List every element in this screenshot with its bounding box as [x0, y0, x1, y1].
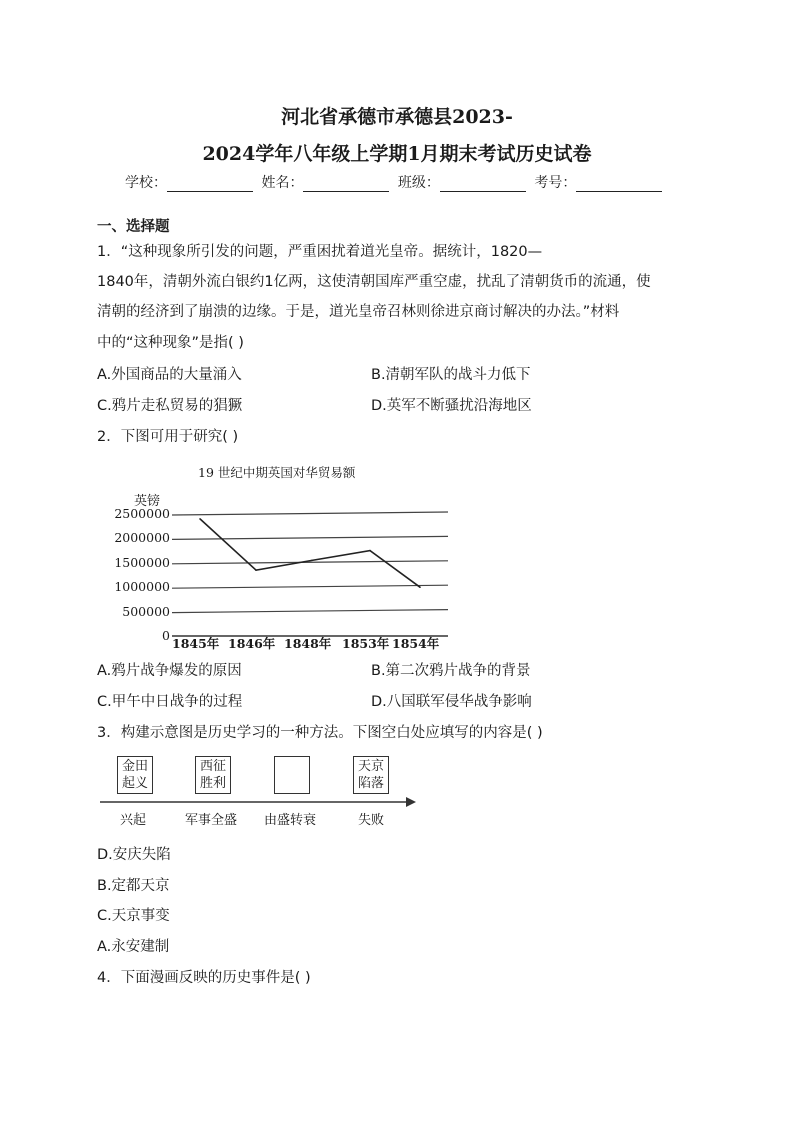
q1-option-a[interactable]: A.外国商品的大量涌入	[97, 367, 242, 383]
exam-number-blank[interactable]	[576, 177, 662, 192]
chart-data-point	[311, 560, 313, 562]
chart-y-tick-label: 500000	[122, 603, 170, 619]
name-label: 姓名：	[261, 175, 304, 191]
q2-option-d[interactable]: D.八国联军侵华战争影响	[371, 694, 532, 710]
q4-stem-line: 4．下面漫画反映的历史事件是( )	[97, 970, 311, 986]
stage-label: 失败	[358, 813, 385, 828]
trade-chart	[100, 456, 456, 652]
name-blank[interactable]	[303, 177, 389, 192]
chart-y-tick-label: 1000000	[114, 579, 170, 595]
stage-label: 兴起	[120, 813, 147, 828]
stage-label: 军事全盛	[185, 813, 238, 828]
q2-stem-line: 2．下图可用于研究( )	[97, 429, 239, 445]
diagram-box-text: 天京	[357, 759, 384, 774]
q1-option-d[interactable]: D.英军不断骚扰沿海地区	[371, 398, 532, 414]
class-label: 班级：	[397, 175, 440, 191]
taiping-diagram	[100, 752, 420, 832]
chart-data-point	[199, 518, 201, 520]
section-title: 一、选择题	[97, 219, 170, 235]
chart-x-tick-label: 1846年	[228, 636, 276, 651]
q1-stem-line: 中的“这种现象”是指( )	[97, 335, 244, 351]
school-blank[interactable]	[167, 177, 253, 192]
q1-stem-line: 1840年，清朝外流白银约1亿两，这使清朝国库严重空虚，扰乱了清朝货币的流通，使	[97, 274, 651, 290]
chart-gridline	[172, 585, 448, 588]
q3-option-c[interactable]: C.天京事变	[97, 908, 170, 924]
student-info-row	[125, 172, 666, 192]
q3-stem-line: 3．构建示意图是历史学习的一种方法。下图空白处应填写的内容是( )	[97, 725, 543, 741]
exam-title-line1: 河北省承德市承德县2023-	[281, 106, 513, 128]
diagram-box-text: 起义	[121, 776, 148, 791]
q2-option-a[interactable]: A.鸦片战争爆发的原因	[97, 663, 242, 679]
q2-option-b[interactable]: B.第二次鸦片战争的背景	[371, 663, 531, 679]
chart-series-line	[200, 519, 420, 587]
class-blank[interactable]	[440, 177, 526, 192]
stage-label: 由盛转衰	[264, 813, 317, 828]
q1-option-b[interactable]: B.清朝军队的战斗力低下	[371, 367, 531, 383]
chart-y-tick-label: 2000000	[114, 530, 170, 546]
chart-gridline	[172, 610, 448, 613]
exam-number-label: 考号：	[534, 175, 577, 191]
exam-title-line2: 2024学年八年级上学期1月期末考试历史试卷	[202, 143, 592, 165]
diagram-box-text: 胜利	[199, 776, 226, 791]
chart-x-tick-label: 1845年	[172, 636, 220, 651]
q1-stem-line: 清朝的经济到了崩溃的边缘。于是，道光皇帝召林则徐进京商讨解决的办法。”材料	[97, 304, 620, 320]
chart-gridline	[172, 512, 448, 515]
diagram-box-text: 金田	[121, 759, 148, 774]
q1-stem-line: 1．“这种现象所引发的问题，严重困扰着道光皇帝。据统计，1820—	[97, 244, 543, 260]
school-label: 学校：	[125, 175, 167, 191]
chart-data-point	[369, 550, 371, 552]
diagram-box-text: 陷落	[357, 776, 384, 791]
chart-x-tick-label: 1854年	[392, 636, 440, 651]
chart-title: 19 世纪中期英国对华贸易额	[198, 465, 356, 480]
chart-data-point	[255, 569, 257, 571]
chart-y-tick-label: 2500000	[114, 506, 170, 521]
chart-gridline	[172, 536, 448, 539]
q3-option-b[interactable]: B.定都天京	[97, 878, 170, 894]
chart-y-tick-label: 0	[162, 628, 170, 643]
q3-option-d[interactable]: D.安庆失陷	[97, 847, 171, 863]
chart-data-point	[419, 586, 421, 588]
timeline-arrow	[100, 752, 420, 812]
chart-y-unit: 英镑	[134, 494, 161, 509]
chart-x-tick-label: 1853年	[342, 636, 390, 651]
q3-option-a[interactable]: A.永安建制	[97, 939, 170, 955]
q2-option-c[interactable]: C.甲午中日战争的过程	[97, 694, 243, 710]
q1-option-c[interactable]: C.鸦片走私贸易的猖獗	[97, 398, 243, 414]
diagram-box-text: 西征	[199, 759, 226, 774]
chart-x-tick-label: 1848年	[284, 636, 332, 651]
chart-y-tick-label: 1500000	[114, 554, 170, 570]
